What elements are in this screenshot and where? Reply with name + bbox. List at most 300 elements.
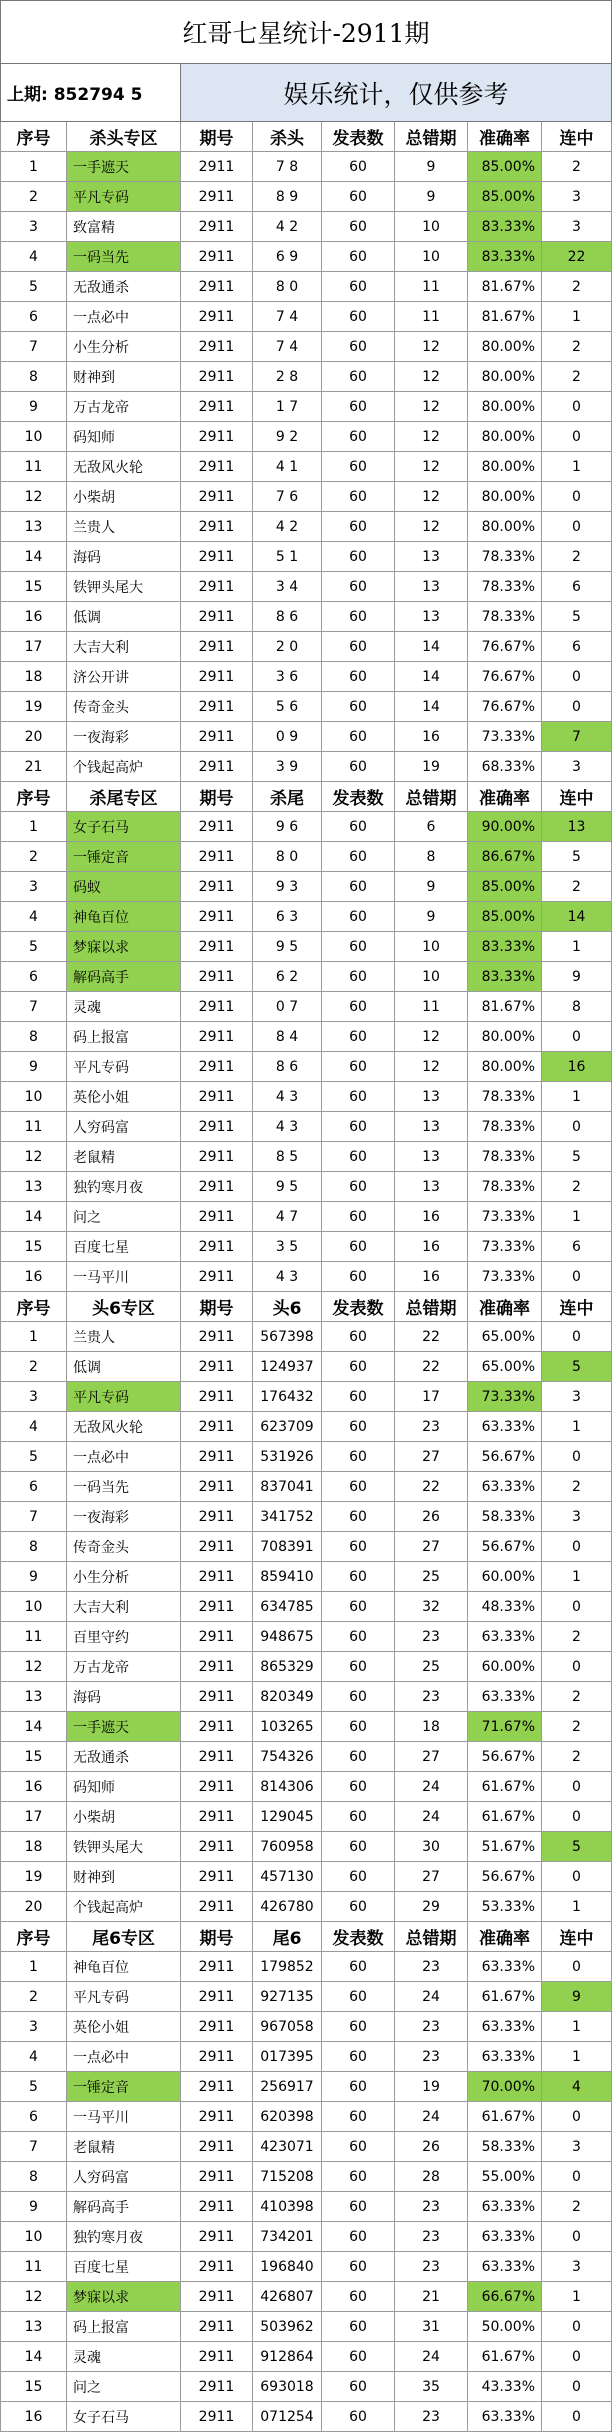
section-header <box>0 122 612 152</box>
cell-rate: 53.33% <box>468 1892 542 1922</box>
cell-posts: 60 <box>322 1832 395 1862</box>
cell-rate: 83.33% <box>468 212 542 242</box>
cell-name: 财神到 <box>67 362 181 392</box>
table-row <box>0 992 612 1022</box>
cell-issue: 2911 <box>181 932 253 962</box>
cell-value: 8 5 <box>253 1142 322 1172</box>
cell-name: 人穷码富 <box>67 1112 181 1142</box>
cell-issue: 2911 <box>181 2072 253 2102</box>
cell-issue: 2911 <box>181 1652 253 1682</box>
cell-rate: 70.00% <box>468 2072 542 2102</box>
cell-errors: 10 <box>395 242 468 272</box>
table-row <box>0 422 612 452</box>
header-value: 杀头 <box>253 122 322 152</box>
table-row <box>0 182 612 212</box>
cell-issue: 2911 <box>181 1682 253 1712</box>
cell-rate: 85.00% <box>468 152 542 182</box>
cell-no: 3 <box>0 212 67 242</box>
cell-issue: 2911 <box>181 1802 253 1832</box>
header-errors: 总错期 <box>395 122 468 152</box>
cell-streak: 0 <box>542 392 612 422</box>
table-row <box>0 932 612 962</box>
cell-issue: 2911 <box>181 1592 253 1622</box>
cell-errors: 12 <box>395 392 468 422</box>
cell-no: 14 <box>0 1712 67 1742</box>
cell-no: 2 <box>0 842 67 872</box>
cell-name: 低调 <box>67 1352 181 1382</box>
cell-errors: 16 <box>395 1202 468 1232</box>
cell-posts: 60 <box>322 2102 395 2132</box>
cell-value: 865329 <box>253 1652 322 1682</box>
cell-streak: 0 <box>542 662 612 692</box>
cell-value: 7 4 <box>253 332 322 362</box>
table-row <box>0 152 612 182</box>
cell-posts: 60 <box>322 1712 395 1742</box>
cell-value: 196840 <box>253 2252 322 2282</box>
cell-no: 3 <box>0 1382 67 1412</box>
cell-value: 8 0 <box>253 272 322 302</box>
cell-issue: 2911 <box>181 2102 253 2132</box>
cell-errors: 27 <box>395 1742 468 1772</box>
cell-issue: 2911 <box>181 1442 253 1472</box>
table-row <box>0 482 612 512</box>
cell-no: 6 <box>0 1472 67 1502</box>
cell-name: 小柴胡 <box>67 1802 181 1832</box>
table-row <box>0 1472 612 1502</box>
cell-value: 410398 <box>253 2192 322 2222</box>
cell-value: 503962 <box>253 2312 322 2342</box>
cell-rate: 56.67% <box>468 1442 542 1472</box>
header-no: 序号 <box>0 122 67 152</box>
cell-no: 12 <box>0 1652 67 1682</box>
cell-no: 19 <box>0 1862 67 1892</box>
cell-value: 124937 <box>253 1352 322 1382</box>
cell-value: 4 2 <box>253 212 322 242</box>
cell-streak: 0 <box>542 1322 612 1352</box>
cell-name: 平凡专码 <box>67 1052 181 1082</box>
cell-posts: 60 <box>322 1562 395 1592</box>
cell-name: 一夜海彩 <box>67 722 181 752</box>
cell-name: 女子石马 <box>67 2402 181 2432</box>
cell-no: 12 <box>0 1142 67 1172</box>
cell-name: 百度七星 <box>67 2252 181 2282</box>
table-row <box>0 872 612 902</box>
table-row <box>0 1232 612 1262</box>
cell-issue: 2911 <box>181 2282 253 2312</box>
cell-name: 神龟百位 <box>67 902 181 932</box>
cell-value: 814306 <box>253 1772 322 1802</box>
cell-errors: 13 <box>395 1082 468 1112</box>
cell-posts: 60 <box>322 1532 395 1562</box>
cell-posts: 60 <box>322 932 395 962</box>
cell-no: 16 <box>0 2402 67 2432</box>
cell-issue: 2911 <box>181 1142 253 1172</box>
table-row <box>0 272 612 302</box>
cell-issue: 2911 <box>181 1112 253 1142</box>
cell-name: 老鼠精 <box>67 1142 181 1172</box>
cell-posts: 60 <box>322 182 395 212</box>
cell-posts: 60 <box>322 242 395 272</box>
header-issue: 期号 <box>181 1922 253 1952</box>
cell-name: 个钱起高炉 <box>67 1892 181 1922</box>
cell-no: 10 <box>0 1082 67 1112</box>
cell-errors: 24 <box>395 2342 468 2372</box>
cell-name: 英伦小姐 <box>67 2012 181 2042</box>
header-rate: 准确率 <box>468 782 542 812</box>
cell-issue: 2911 <box>181 272 253 302</box>
table-row <box>0 2042 612 2072</box>
cell-issue: 2911 <box>181 1472 253 1502</box>
cell-rate: 78.33% <box>468 572 542 602</box>
cell-rate: 85.00% <box>468 182 542 212</box>
cell-posts: 60 <box>322 1142 395 1172</box>
cell-no: 2 <box>0 1982 67 2012</box>
cell-name: 小生分析 <box>67 1562 181 1592</box>
cell-posts: 60 <box>322 722 395 752</box>
cell-errors: 23 <box>395 1412 468 1442</box>
cell-posts: 60 <box>322 1802 395 1832</box>
cell-no: 8 <box>0 1532 67 1562</box>
cell-streak: 7 <box>542 722 612 752</box>
cell-streak: 5 <box>542 842 612 872</box>
cell-no: 12 <box>0 482 67 512</box>
cell-posts: 60 <box>322 422 395 452</box>
cell-streak: 1 <box>542 1202 612 1232</box>
table-row <box>0 572 612 602</box>
cell-value: 859410 <box>253 1562 322 1592</box>
cell-posts: 60 <box>322 662 395 692</box>
cell-streak: 1 <box>542 1892 612 1922</box>
cell-no: 3 <box>0 2012 67 2042</box>
table-row <box>0 302 612 332</box>
cell-value: 3 5 <box>253 1232 322 1262</box>
cell-streak: 2 <box>542 1682 612 1712</box>
cell-posts: 60 <box>322 752 395 782</box>
cell-value: 715208 <box>253 2162 322 2192</box>
cell-posts: 60 <box>322 1652 395 1682</box>
cell-name: 大吉大利 <box>67 1592 181 1622</box>
cell-value: 256917 <box>253 2072 322 2102</box>
cell-issue: 2911 <box>181 662 253 692</box>
cell-errors: 26 <box>395 1502 468 1532</box>
table-row <box>0 842 612 872</box>
cell-no: 6 <box>0 2102 67 2132</box>
cell-rate: 80.00% <box>468 422 542 452</box>
table-row <box>0 1742 612 1772</box>
cell-issue: 2911 <box>181 1892 253 1922</box>
table-row <box>0 242 612 272</box>
cell-name: 兰贵人 <box>67 1322 181 1352</box>
cell-streak: 16 <box>542 1052 612 1082</box>
cell-value: 2 8 <box>253 362 322 392</box>
cell-streak: 14 <box>542 902 612 932</box>
cell-name: 传奇金头 <box>67 1532 181 1562</box>
cell-posts: 60 <box>322 1892 395 1922</box>
cell-errors: 12 <box>395 422 468 452</box>
cell-rate: 73.33% <box>468 1232 542 1262</box>
cell-value: 017395 <box>253 2042 322 2072</box>
cell-rate: 78.33% <box>468 1142 542 1172</box>
cell-streak: 0 <box>542 2102 612 2132</box>
table-row <box>0 2222 612 2252</box>
table-row <box>0 1142 612 1172</box>
cell-rate: 80.00% <box>468 392 542 422</box>
cell-posts: 60 <box>322 2342 395 2372</box>
cell-no: 15 <box>0 1232 67 1262</box>
header-posts: 发表数 <box>322 782 395 812</box>
cell-no: 9 <box>0 1052 67 1082</box>
cell-posts: 60 <box>322 392 395 422</box>
cell-errors: 14 <box>395 662 468 692</box>
cell-value: 8 0 <box>253 842 322 872</box>
cell-value: 623709 <box>253 1412 322 1442</box>
cell-streak: 3 <box>542 1382 612 1412</box>
table-row <box>0 2282 612 2312</box>
cell-posts: 60 <box>322 1262 395 1292</box>
cell-rate: 90.00% <box>468 812 542 842</box>
cell-posts: 60 <box>322 152 395 182</box>
cell-errors: 18 <box>395 1712 468 1742</box>
cell-no: 1 <box>0 812 67 842</box>
table-row <box>0 332 612 362</box>
cell-streak: 0 <box>542 1802 612 1832</box>
cell-issue: 2911 <box>181 2372 253 2402</box>
cell-posts: 60 <box>322 2312 395 2342</box>
cell-errors: 23 <box>395 1622 468 1652</box>
cell-issue: 2911 <box>181 692 253 722</box>
cell-no: 13 <box>0 512 67 542</box>
table-row <box>0 1982 612 2012</box>
cell-posts: 60 <box>322 1442 395 1472</box>
cell-posts: 60 <box>322 1982 395 2012</box>
cell-errors: 16 <box>395 722 468 752</box>
cell-posts: 60 <box>322 2072 395 2102</box>
cell-name: 独钓寒月夜 <box>67 2222 181 2252</box>
cell-name: 百度七星 <box>67 1232 181 1262</box>
cell-value: 5 6 <box>253 692 322 722</box>
cell-errors: 35 <box>395 2372 468 2402</box>
cell-no: 9 <box>0 392 67 422</box>
cell-streak: 2 <box>542 362 612 392</box>
cell-name: 济公开讲 <box>67 662 181 692</box>
cell-no: 12 <box>0 2282 67 2312</box>
cell-streak: 5 <box>542 1352 612 1382</box>
cell-streak: 0 <box>542 1772 612 1802</box>
cell-streak: 3 <box>542 182 612 212</box>
cell-posts: 60 <box>322 2042 395 2072</box>
cell-rate: 73.33% <box>468 722 542 752</box>
cell-rate: 56.67% <box>468 1862 542 1892</box>
cell-value: 8 4 <box>253 1022 322 1052</box>
cell-issue: 2911 <box>181 902 253 932</box>
cell-no: 6 <box>0 302 67 332</box>
cell-value: 4 1 <box>253 452 322 482</box>
cell-value: 179852 <box>253 1952 322 1982</box>
cell-value: 9 5 <box>253 1172 322 1202</box>
cell-issue: 2911 <box>181 812 253 842</box>
cell-value: 9 3 <box>253 872 322 902</box>
cell-value: 8 6 <box>253 602 322 632</box>
cell-rate: 86.67% <box>468 842 542 872</box>
cell-issue: 2911 <box>181 1742 253 1772</box>
cell-streak: 0 <box>542 2162 612 2192</box>
cell-rate: 61.67% <box>468 1802 542 1832</box>
cell-value: 9 5 <box>253 932 322 962</box>
header-errors: 总错期 <box>395 1292 468 1322</box>
cell-errors: 27 <box>395 1862 468 1892</box>
cell-value: 948675 <box>253 1622 322 1652</box>
header-streak: 连中 <box>542 782 612 812</box>
cell-posts: 60 <box>322 1022 395 1052</box>
cell-issue: 2911 <box>181 182 253 212</box>
cell-rate: 58.33% <box>468 2132 542 2162</box>
cell-posts: 60 <box>322 542 395 572</box>
cell-value: 129045 <box>253 1802 322 1832</box>
cell-errors: 13 <box>395 572 468 602</box>
cell-streak: 0 <box>542 692 612 722</box>
cell-posts: 60 <box>322 2012 395 2042</box>
cell-issue: 2911 <box>181 602 253 632</box>
cell-no: 4 <box>0 1412 67 1442</box>
table-row <box>0 692 612 722</box>
cell-posts: 60 <box>322 1952 395 1982</box>
cell-value: 620398 <box>253 2102 322 2132</box>
cell-value: 341752 <box>253 1502 322 1532</box>
cell-no: 5 <box>0 1442 67 1472</box>
cell-value: 634785 <box>253 1592 322 1622</box>
cell-posts: 60 <box>322 332 395 362</box>
cell-errors: 23 <box>395 1682 468 1712</box>
cell-rate: 63.33% <box>468 2402 542 2432</box>
table-row <box>0 512 612 542</box>
table-row <box>0 1172 612 1202</box>
cell-errors: 31 <box>395 2312 468 2342</box>
header-rate: 准确率 <box>468 122 542 152</box>
table-row <box>0 2252 612 2282</box>
cell-name: 铁钾头尾大 <box>67 1832 181 1862</box>
cell-errors: 29 <box>395 1892 468 1922</box>
cell-issue: 2911 <box>181 392 253 422</box>
cell-issue: 2911 <box>181 1562 253 1592</box>
table-row <box>0 1082 612 1112</box>
cell-value: 423071 <box>253 2132 322 2162</box>
cell-errors: 23 <box>395 2222 468 2252</box>
table-row <box>0 632 612 662</box>
cell-issue: 2911 <box>181 152 253 182</box>
cell-streak: 0 <box>542 482 612 512</box>
cell-posts: 60 <box>322 692 395 722</box>
cell-rate: 63.33% <box>468 1622 542 1652</box>
cell-name: 无敌风火轮 <box>67 1412 181 1442</box>
cell-posts: 60 <box>322 1352 395 1382</box>
cell-issue: 2911 <box>181 1862 253 1892</box>
cell-rate: 65.00% <box>468 1352 542 1382</box>
cell-value: 176432 <box>253 1382 322 1412</box>
cell-errors: 23 <box>395 1952 468 1982</box>
cell-posts: 60 <box>322 1382 395 1412</box>
cell-issue: 2911 <box>181 1352 253 1382</box>
cell-name: 一马平川 <box>67 1262 181 1292</box>
cell-streak: 8 <box>542 992 612 1022</box>
cell-streak: 5 <box>542 1832 612 1862</box>
cell-streak: 0 <box>542 422 612 452</box>
cell-value: 6 9 <box>253 242 322 272</box>
cell-errors: 19 <box>395 2072 468 2102</box>
info-bar <box>0 64 612 122</box>
header-no: 序号 <box>0 1922 67 1952</box>
cell-issue: 2911 <box>181 1382 253 1412</box>
cell-no: 5 <box>0 272 67 302</box>
cell-no: 10 <box>0 1592 67 1622</box>
cell-issue: 2911 <box>181 1082 253 1112</box>
cell-streak: 2 <box>542 1472 612 1502</box>
section-header <box>0 1292 612 1322</box>
cell-streak: 6 <box>542 632 612 662</box>
cell-name: 平凡专码 <box>67 1982 181 2012</box>
cell-issue: 2911 <box>181 212 253 242</box>
cell-name: 解码高手 <box>67 2192 181 2222</box>
cell-value: 3 4 <box>253 572 322 602</box>
cell-issue: 2911 <box>181 572 253 602</box>
cell-name: 独钓寒月夜 <box>67 1172 181 1202</box>
cell-errors: 14 <box>395 632 468 662</box>
cell-issue: 2911 <box>181 842 253 872</box>
table-row <box>0 2402 612 2432</box>
cell-streak: 1 <box>542 1412 612 1442</box>
cell-name: 一夜海彩 <box>67 1502 181 1532</box>
cell-value: 7 6 <box>253 482 322 512</box>
cell-streak: 1 <box>542 302 612 332</box>
table-row <box>0 1712 612 1742</box>
header-streak: 连中 <box>542 122 612 152</box>
cell-no: 11 <box>0 2252 67 2282</box>
cell-value: 693018 <box>253 2372 322 2402</box>
cell-rate: 58.33% <box>468 1502 542 1532</box>
cell-rate: 83.33% <box>468 962 542 992</box>
cell-posts: 60 <box>322 212 395 242</box>
cell-name: 万古龙帝 <box>67 1652 181 1682</box>
table-row <box>0 752 612 782</box>
cell-no: 20 <box>0 722 67 752</box>
cell-errors: 17 <box>395 1382 468 1412</box>
cell-no: 4 <box>0 902 67 932</box>
cell-rate: 51.67% <box>468 1832 542 1862</box>
cell-rate: 60.00% <box>468 1652 542 1682</box>
cell-name: 一锤定音 <box>67 2072 181 2102</box>
cell-issue: 2911 <box>181 542 253 572</box>
cell-name: 人穷码富 <box>67 2162 181 2192</box>
cell-rate: 43.33% <box>468 2372 542 2402</box>
cell-streak: 3 <box>542 212 612 242</box>
stats-table <box>0 122 612 2432</box>
table-row <box>0 722 612 752</box>
cell-no: 2 <box>0 1352 67 1382</box>
table-row <box>0 1802 612 1832</box>
cell-issue: 2911 <box>181 1172 253 1202</box>
cell-errors: 16 <box>395 1232 468 1262</box>
cell-no: 13 <box>0 1172 67 1202</box>
cell-errors: 11 <box>395 272 468 302</box>
header-issue: 期号 <box>181 1292 253 1322</box>
cell-posts: 60 <box>322 482 395 512</box>
cell-posts: 60 <box>322 2222 395 2252</box>
cell-issue: 2911 <box>181 1262 253 1292</box>
table-row <box>0 1652 612 1682</box>
cell-name: 个钱起高炉 <box>67 752 181 782</box>
cell-streak: 1 <box>542 2282 612 2312</box>
cell-name: 灵魂 <box>67 992 181 1022</box>
cell-issue: 2911 <box>181 962 253 992</box>
